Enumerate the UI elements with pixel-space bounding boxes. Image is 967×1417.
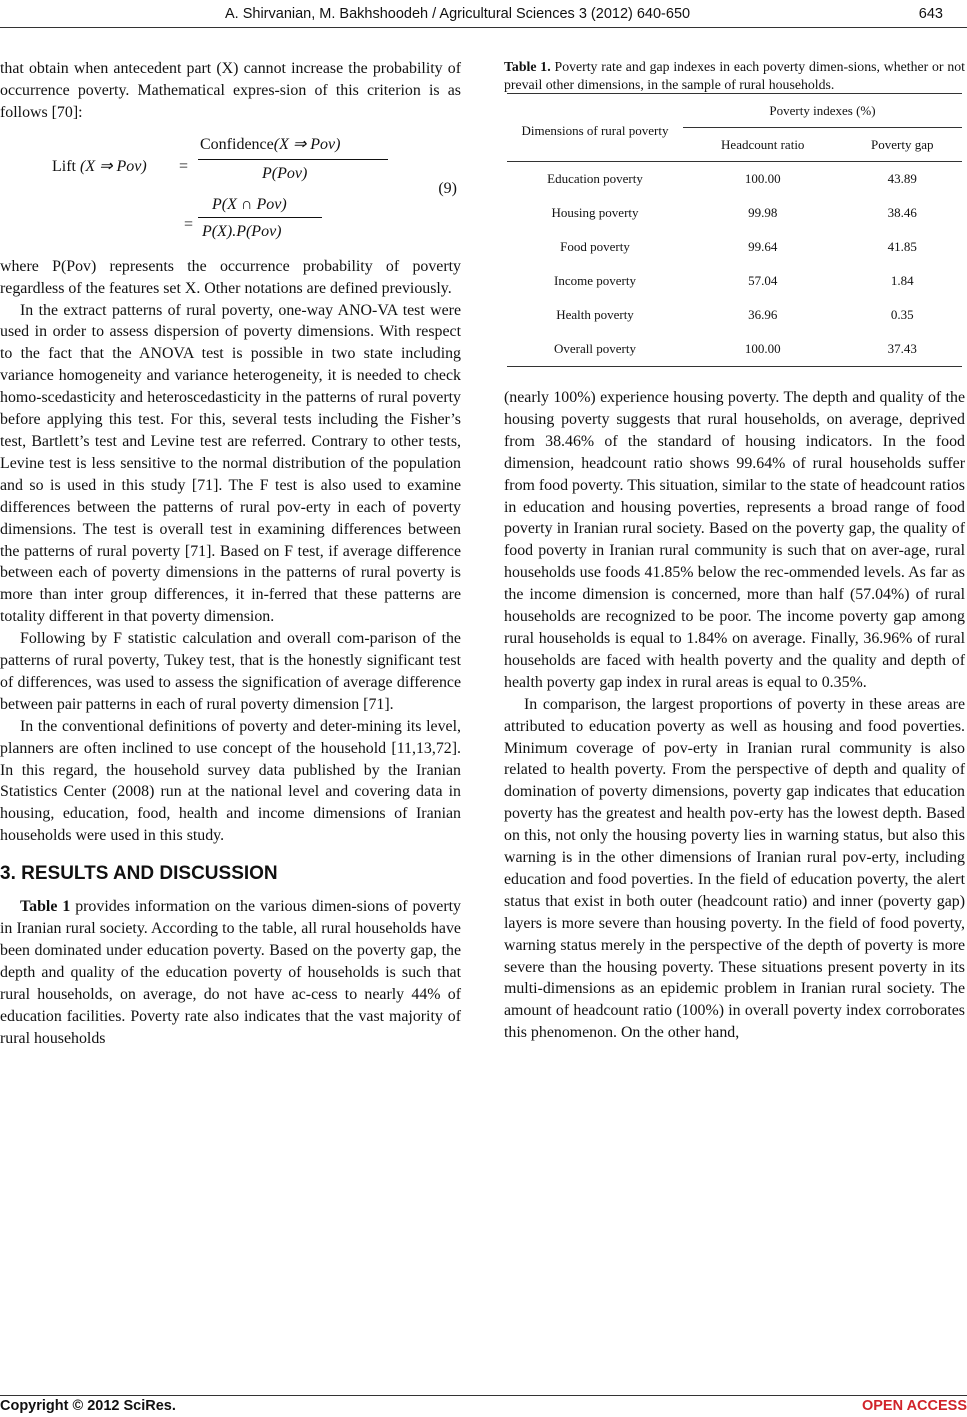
page-footer [0, 1395, 967, 1416]
paragraph: In comparison, the largest proportions of poverty in these areas are attributed to education poverty as well as housing and food poverties. Minimum coverage of pov-erty in Iranian rural community is also related to health poverty. From the perspective of depth and quality of domination of poverty dimensions, poverty gap indicates that education poverty has the greatest and health pov-erty has the lowest depth. Based on this, not only the housing poverty lies in warning status, but also this warning is in the other dimensions of Iranian rural pov-erty, including education and food poverties. In the field of education poverty, the alert status that exist in both outer (headcount ratio) and inner (poverty gap) layers is more severe than housing poverty. In the field of food poverty, warning status merely in the perspective of the depth of poverty is more severe than the housing poverty. These situations present poverty in its multi-dimensions as an epidemic problem in Iranian rural society. The amount of headcount ratio (100%) in overall poverty index corroborates this phenomenon. On the other hand, [504, 695, 965, 1042]
headcount-cell: 100.00 [683, 162, 843, 197]
eq-denominator-2: P(X).P(Pov) [202, 222, 282, 240]
page-number: 643 [918, 6, 943, 22]
headcount-cell: 100.00 [683, 332, 843, 367]
paragraph: In the extract patterns of rural poverty, one-way ANO-VA test were used in order to assess dispersion of poverty dimensions. With respect to the fact that the ANOVA test is possible in two state including variance homogeneity and variance heterogeneity, it is needed to check homo-scedasticity and heteroscedasticity in the patterns of rural poverty before applying this test. For this, several tests including the Fisher’s test, Bartlett’s test and Levine test are referred. Contrary to other tests, Levine test is less sensitive to the normal distribution of the population and so is used in this study [71]. The F test is also used to examine differences between the patterns of rural pov-erty in each of poverty dimensions. The test is overall test in examining differences between the patterns of rural poverty [71]. Based on F test, if average difference between each of poverty dimensions in the patterns of rural poverty is more than inter group differences, it in-ferred that these patterns are totality different in that poverty dimension. [0, 301, 461, 626]
eq-denominator-1: P(Pov) [262, 164, 308, 182]
left-column [0, 58, 461, 1050]
table-caption-label: Table 1. [504, 59, 551, 74]
eq-numerator-2: P(X ∩ Pov) [212, 195, 287, 213]
paragraph: (nearly 100%) experience housing poverty. The depth and quality of the housing poverty suggests that rural households, on average, deprived from 38.46% of the standard of housing indicators. In the food dimension, headcount ratio shows 99.64% of rural households suffer from food poverty. This situation, similar to the state of headcount ratios in education and housing poverties, represents a broad range of food poverty in Iranian rural society. Based on the poverty gap, the quality of food poverty in Iranian rural community is such that on aver-age, rural households use foods 41.85% below the rec-ommended levels. As far as the income dimension is concerned, more than half (57.04%) of rural households are recognized to be poor. The income poverty gap among rural households is equal to 1.84% on average. Finally, 36.96% of rural households are faced with health poverty and the quality and depth of health poverty gap index in rural areas is equal to 0.35%. [504, 389, 965, 691]
table-body [507, 162, 962, 367]
table-caption-text: Poverty rate and gap indexes in each poverty dimen-sions, whether or not prevail other dimensions, in the sample of rural households. [504, 59, 966, 92]
header-headcount-ratio: Headcount ratio [683, 128, 843, 162]
headcount-cell: 99.98 [748, 205, 778, 221]
dimension-cell: Income poverty [554, 273, 636, 289]
table-row [507, 196, 962, 230]
table-caption [504, 58, 965, 93]
gap-cell: 0.35 [890, 307, 914, 323]
dimension-cell: Health poverty [556, 307, 634, 323]
right-column [504, 58, 965, 1044]
gap-cell: 41.85 [887, 239, 917, 255]
header-poverty-gap: Poverty gap [843, 128, 963, 162]
paragraph: In the conventional definitions of poverty and deter-mining its level, planners are often inclined to use concept of the household [11,13,72]. In this regard, the household survey data published by the Iranian Statistics Center (2008) run at the national level and covering data in housing, education, food, health and income dimensions of Iranian households were used in this study. [0, 717, 461, 845]
dimension-cell: Food poverty [560, 239, 630, 255]
paragraph: that obtain when antecedent part (X) cannot increase the probability of occurrence poverty. Mathematical expres-sion of this criterion is as follows [70]: [0, 60, 461, 121]
table-1 [507, 93, 962, 367]
equation-9 [0, 126, 461, 248]
header-poverty-indexes: Poverty indexes (%) [683, 94, 962, 128]
gap-cell: 1.84 [890, 273, 914, 289]
paragraph: where P(Pov) represents the occurrence probability of poverty regardless of the features set X. Other notations are defined previously. [0, 257, 461, 297]
gap-cell: 37.43 [843, 332, 963, 367]
page-header [0, 6, 967, 26]
paragraph: Following by F statistic calculation and overall com-parison of the patterns of rural poverty, Tukey test, that is the honestly significant test of differences, was used to assess the signification of average difference between pair patterns in each of rural poverty dimension [71]. [0, 630, 461, 713]
equation-number: (9) [438, 179, 457, 197]
eq-lhs: Lift (X ⇒ Pov) [52, 157, 147, 175]
table-row [507, 230, 962, 264]
paragraph-text: provides information on the various dimen-sions of poverty in Iranian rural society. According to the table, all rural households have been dominated under education poverty. Based on the poverty gap, the depth and quality of the education poverty of households is such that rural households, on average, do not have ac-cess to nearly 44% of education facilities. Poverty rate also indicates that the vast majority of rural households [0, 898, 461, 1047]
table-row [507, 264, 962, 298]
dimension-cell: Education poverty [507, 162, 683, 197]
paragraph [0, 896, 461, 1049]
table-row [507, 332, 962, 367]
header-dimensions: Dimensions of rural poverty [507, 94, 683, 162]
headcount-cell: 99.64 [748, 239, 778, 255]
eq-numerator-1: Confidence(X ⇒ Pov) [200, 135, 341, 153]
gap-cell: 38.46 [887, 205, 917, 221]
table-row [507, 298, 962, 332]
eq-fraction-bar-1 [198, 159, 388, 160]
headcount-cell: 36.96 [748, 307, 778, 323]
eq-equals-2: = [184, 215, 194, 233]
dimension-cell: Housing poverty [551, 205, 639, 221]
headcount-cell: 57.04 [748, 273, 778, 289]
table-row [507, 162, 962, 197]
section-title: 3. RESULTS AND DISCUSSION [0, 863, 278, 885]
running-title: A. Shirvanian, M. Bakhshoodeh / Agricultural Sciences 3 (2012) 640-650 [225, 6, 691, 22]
dimension-cell: Overall poverty [507, 332, 683, 367]
table-reference: Table 1 [20, 898, 71, 916]
open-access-label: OPEN ACCESS [861, 1398, 967, 1414]
eq-equals-1: = [179, 157, 189, 175]
gap-cell: 43.89 [843, 162, 963, 197]
copyright: Copyright © 2012 SciRes. [0, 1398, 176, 1414]
eq-fraction-bar-2 [198, 217, 322, 218]
header-rule [0, 27, 967, 28]
